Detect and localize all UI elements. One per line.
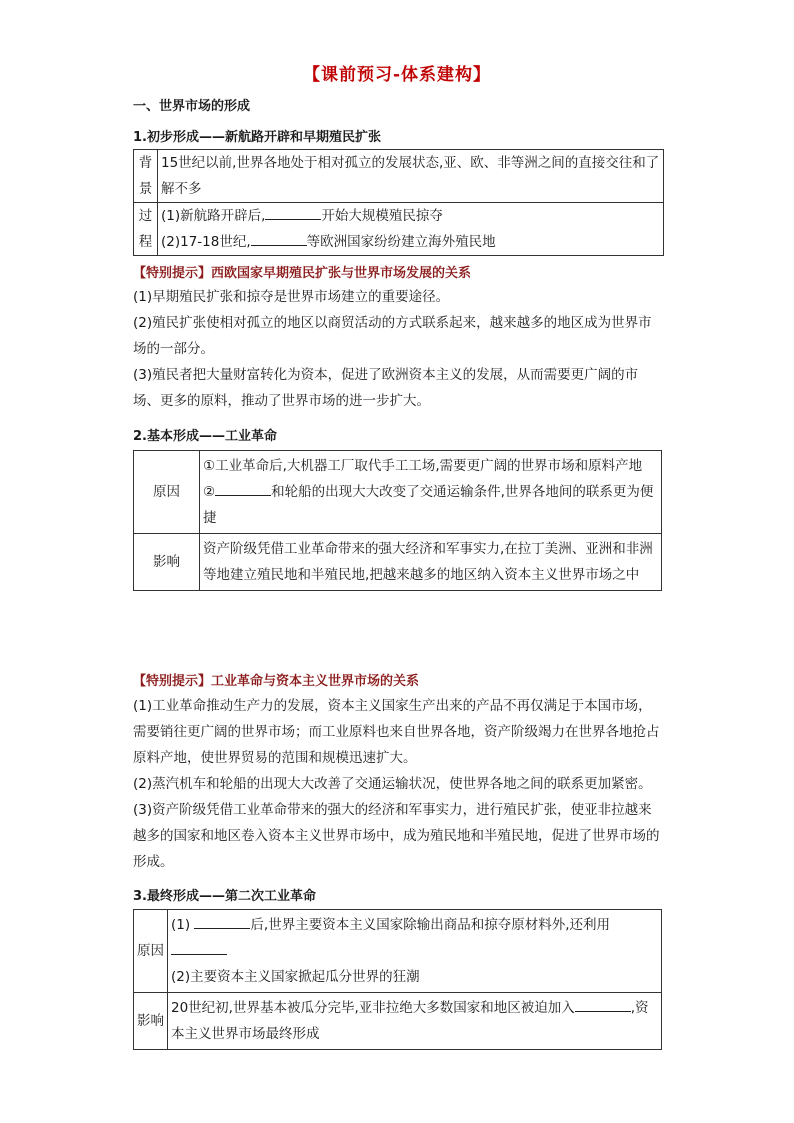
tip-list [133, 284, 663, 414]
tip-item: (1)工业革命推动生产力的发展，资本主义国家生产出来的产品不再仅满足于本国市场，需要销往更广阔的世界市场；而工业原料也来自世界各地，资产阶级竭力在世界各地抢占原料产地，使世界贸易的范围和规模迅速扩大。 [133, 698, 660, 766]
cause-2-prefix: ② [203, 484, 216, 500]
part2-heading: 2.基本形成——工业革命 [133, 429, 277, 444]
cause-label: 原因 [134, 451, 200, 534]
tip-title: 【特别提示】工业革命与资本主义世界市场的关系 [133, 674, 420, 689]
part2-table [133, 450, 662, 591]
tip-list [133, 693, 663, 875]
tip-title: 【特别提示】西欧国家早期殖民扩张与世界市场发展的关系 [133, 266, 472, 281]
background-text: 15世纪以前,世界各地处于相对孤立的发展状态,亚、欧、非等洲之间的直接交往和了解不多 [158, 150, 664, 203]
effect-label: 影响 [134, 993, 168, 1050]
process-label [134, 203, 158, 256]
table-row [134, 150, 664, 203]
fill-blank[interactable] [194, 914, 250, 929]
cause-item-2 [203, 479, 658, 531]
table-row [134, 203, 664, 256]
effect-suffix: ,资本主义世界市场最终形成 [171, 1000, 649, 1042]
cause-item-1: ①工业革命后,大机器工厂取代手工工场,需要更广阔的世界市场和原料产地 [203, 458, 643, 474]
effect-cell [168, 993, 662, 1050]
part1-table [133, 149, 664, 256]
cause-label: 原因 [134, 910, 168, 993]
cause-cell [200, 451, 662, 534]
effect-label: 影响 [134, 534, 200, 591]
fill-blank[interactable] [171, 940, 227, 955]
process-2-suffix: 等欧洲国家纷纷建立海外殖民地 [306, 234, 496, 250]
part3-heading: 3.最终形成——第二次工业革命 [133, 889, 316, 904]
tip-item: (2)殖民扩张使相对孤立的地区以商贸活动的方式联系起来，越来越多的地区成为世界市场的一部分。 [133, 315, 652, 357]
fill-blank[interactable] [575, 997, 631, 1012]
section-heading: 一、世界市场的形成 [133, 99, 251, 114]
fill-blank[interactable] [265, 205, 321, 220]
effect-text: 资产阶级凭借工业革命带来的强大经济和军事实力,在拉丁美洲、亚洲和非洲等地建立殖民地和半殖民地,把越来越多的地区纳入资本主义世界市场之中 [200, 534, 662, 591]
process-item-1 [161, 203, 660, 229]
table-row [134, 534, 662, 591]
table-row [134, 993, 662, 1050]
part3-table [133, 909, 662, 1050]
part1-heading: 1.初步形成——新航路开辟和早期殖民扩张 [133, 130, 381, 145]
process-1-suffix: 开始大规模殖民掠夺 [321, 208, 443, 224]
process-item-2 [161, 229, 660, 255]
cause-cell [168, 910, 662, 993]
background-label [134, 150, 158, 203]
tip-item: (3)殖民者把大量财富转化为资本，促进了欧洲资本主义的发展，从而需要更广阔的市场、更多的原料，推动了世界市场的进一步扩大。 [133, 367, 639, 409]
process-cell [158, 203, 664, 256]
process-label-text: 过程 [138, 208, 153, 250]
table-row [134, 910, 662, 993]
tip-item: (2)蒸汽机车和轮船的出现大大改善了交通运输状况，使世界各地之间的联系更加紧密。 [133, 776, 652, 792]
cause-1-middle: 后,世界主要资本主义国家除输出商品和掠夺原材料外,还利用 [250, 917, 611, 933]
background-label-text: 背景 [138, 155, 153, 197]
cause-1-prefix: (1) [171, 917, 191, 933]
fill-blank[interactable] [215, 481, 271, 496]
cause-item-2: (2)主要资本主义国家掀起瓜分世界的狂潮 [171, 969, 420, 985]
page-title: 【课前预习-体系建构】 [302, 65, 492, 85]
process-1-prefix: (1)新航路开辟后, [161, 208, 266, 224]
tip-item: (3)资产阶级凭借工业革命带来的强大的经济和军事实力，进行殖民扩张，使亚非拉越来越多的国家和地区卷入资本主义世界市场中，成为殖民地和半殖民地，促进了世界市场的形成。 [133, 802, 660, 870]
effect-prefix: 20世纪初,世界基本被瓜分完毕,亚非拉绝大多数国家和地区被迫加入 [171, 1000, 575, 1016]
tip-item: (1)早期殖民扩张和掠夺是世界市场建立的重要途径。 [133, 289, 450, 305]
cause-2-suffix: 和轮船的出现大大改变了交通运输条件,世界各地间的联系更为便捷 [203, 484, 654, 526]
table-row [134, 451, 662, 534]
cause-item-1 [171, 912, 658, 964]
process-2-prefix: (2)17-18世纪, [161, 234, 251, 250]
fill-blank[interactable] [251, 231, 307, 246]
